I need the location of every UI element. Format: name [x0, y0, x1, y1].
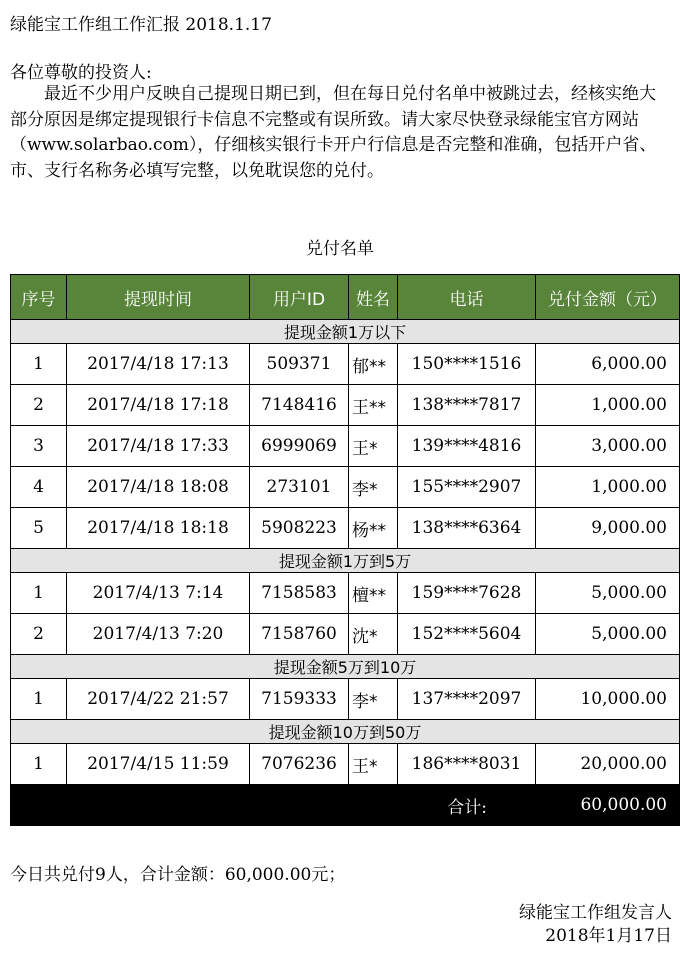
cell-amount: 5,000.00 [536, 614, 680, 655]
cell-no: 4 [11, 467, 67, 508]
table-row [11, 467, 680, 508]
notice-paragraph: 最近不少用户反映自己提现日期已到，但在每日兑付名单中被跳过去，经核实绝大部分原因是绑定提现银行卡信息不完整或有误所致。请大家尽快登录绿能宝官方网站（www.solarbao.com），仔细核实银行卡开户行信息是否完整和准确，包括开户省、市、支行名称务必填写完整，以免耽误您的兑付。 [10, 84, 657, 181]
cell-uid: 273101 [250, 467, 349, 508]
cell-amount: 9,000.00 [536, 508, 680, 549]
total-value: 60,000.00 [536, 785, 680, 826]
cell-time: 2017/4/15 11:59 [67, 744, 250, 785]
signature-date: 2018年1月17日 [545, 926, 672, 946]
total-row [11, 785, 680, 826]
summary-text: 今日共兑付9人，合计金额：60,000.00元； [10, 865, 346, 885]
cell-phone: 139****4816 [398, 426, 536, 467]
cell-no: 2 [11, 385, 67, 426]
cell-amount: 5,000.00 [536, 573, 680, 614]
cell-name: 王* [349, 426, 398, 467]
cell-amount: 20,000.00 [536, 744, 680, 785]
table-row [11, 679, 680, 720]
section-label: 提现金额1万以下 [11, 320, 680, 344]
cell-phone: 150****1516 [398, 344, 536, 385]
total-label: 合计: [11, 785, 536, 826]
cell-name: 郁** [349, 344, 398, 385]
table-row [11, 385, 680, 426]
table-row [11, 344, 680, 385]
col-header-uid: 用户ID [250, 275, 349, 320]
cell-uid: 509371 [250, 344, 349, 385]
cell-phone: 137****2097 [398, 679, 536, 720]
cell-uid: 7158583 [250, 573, 349, 614]
cell-name: 沈* [349, 614, 398, 655]
cell-uid: 5908223 [250, 508, 349, 549]
cell-name: 王** [349, 385, 398, 426]
cell-time: 2017/4/18 17:18 [67, 385, 250, 426]
cell-phone: 138****6364 [398, 508, 536, 549]
cell-uid: 7076236 [250, 744, 349, 785]
cell-phone: 138****7817 [398, 385, 536, 426]
cell-no: 3 [11, 426, 67, 467]
section-row [11, 655, 680, 679]
cell-name: 李* [349, 467, 398, 508]
col-header-amount: 兑付金额（元） [536, 275, 680, 320]
cell-name: 王* [349, 744, 398, 785]
section-label: 提现金额1万到5万 [11, 549, 680, 573]
table-row [11, 508, 680, 549]
cell-time: 2017/4/18 17:33 [67, 426, 250, 467]
section-label: 提现金额5万到10万 [11, 655, 680, 679]
table-row [11, 744, 680, 785]
cell-amount: 10,000.00 [536, 679, 680, 720]
cell-amount: 1,000.00 [536, 385, 680, 426]
table-row [11, 614, 680, 655]
section-label: 提现金额10万到50万 [11, 720, 680, 744]
cell-name: 檀** [349, 573, 398, 614]
greeting: 各位尊敬的投资人: [10, 63, 152, 83]
cell-time: 2017/4/18 17:13 [67, 344, 250, 385]
cell-amount: 1,000.00 [536, 467, 680, 508]
cell-time: 2017/4/18 18:08 [67, 467, 250, 508]
table-row [11, 426, 680, 467]
list-title: 兑付名单 [306, 239, 374, 259]
col-header-no: 序号 [11, 275, 67, 320]
cell-phone: 155****2907 [398, 467, 536, 508]
col-header-name: 姓名 [349, 275, 398, 320]
cell-phone: 186****8031 [398, 744, 536, 785]
cell-uid: 7158760 [250, 614, 349, 655]
col-header-time: 提现时间 [67, 275, 250, 320]
table-header-row [11, 275, 680, 320]
cell-time: 2017/4/18 18:18 [67, 508, 250, 549]
cell-no: 5 [11, 508, 67, 549]
cell-time: 2017/4/22 21:57 [67, 679, 250, 720]
cell-phone: 159****7628 [398, 573, 536, 614]
cell-uid: 6999069 [250, 426, 349, 467]
table-row [11, 573, 680, 614]
cell-time: 2017/4/13 7:14 [67, 573, 250, 614]
section-row [11, 720, 680, 744]
cell-uid: 7159333 [250, 679, 349, 720]
cell-no: 1 [11, 344, 67, 385]
cell-name: 李* [349, 679, 398, 720]
signature-org: 绿能宝工作组发言人 [519, 903, 672, 923]
cell-amount: 3,000.00 [536, 426, 680, 467]
payout-table [10, 274, 680, 826]
cell-name: 杨** [349, 508, 398, 549]
cell-no: 1 [11, 573, 67, 614]
cell-no: 1 [11, 679, 67, 720]
cell-time: 2017/4/13 7:20 [67, 614, 250, 655]
cell-uid: 7148416 [250, 385, 349, 426]
section-row [11, 549, 680, 573]
cell-no: 2 [11, 614, 67, 655]
col-header-phone: 电话 [398, 275, 536, 320]
table-body [11, 320, 680, 785]
cell-phone: 152****5604 [398, 614, 536, 655]
cell-amount: 6,000.00 [536, 344, 680, 385]
section-row [11, 320, 680, 344]
cell-no: 1 [11, 744, 67, 785]
report-title: 绿能宝工作组工作汇报 2018.1.17 [10, 15, 272, 35]
